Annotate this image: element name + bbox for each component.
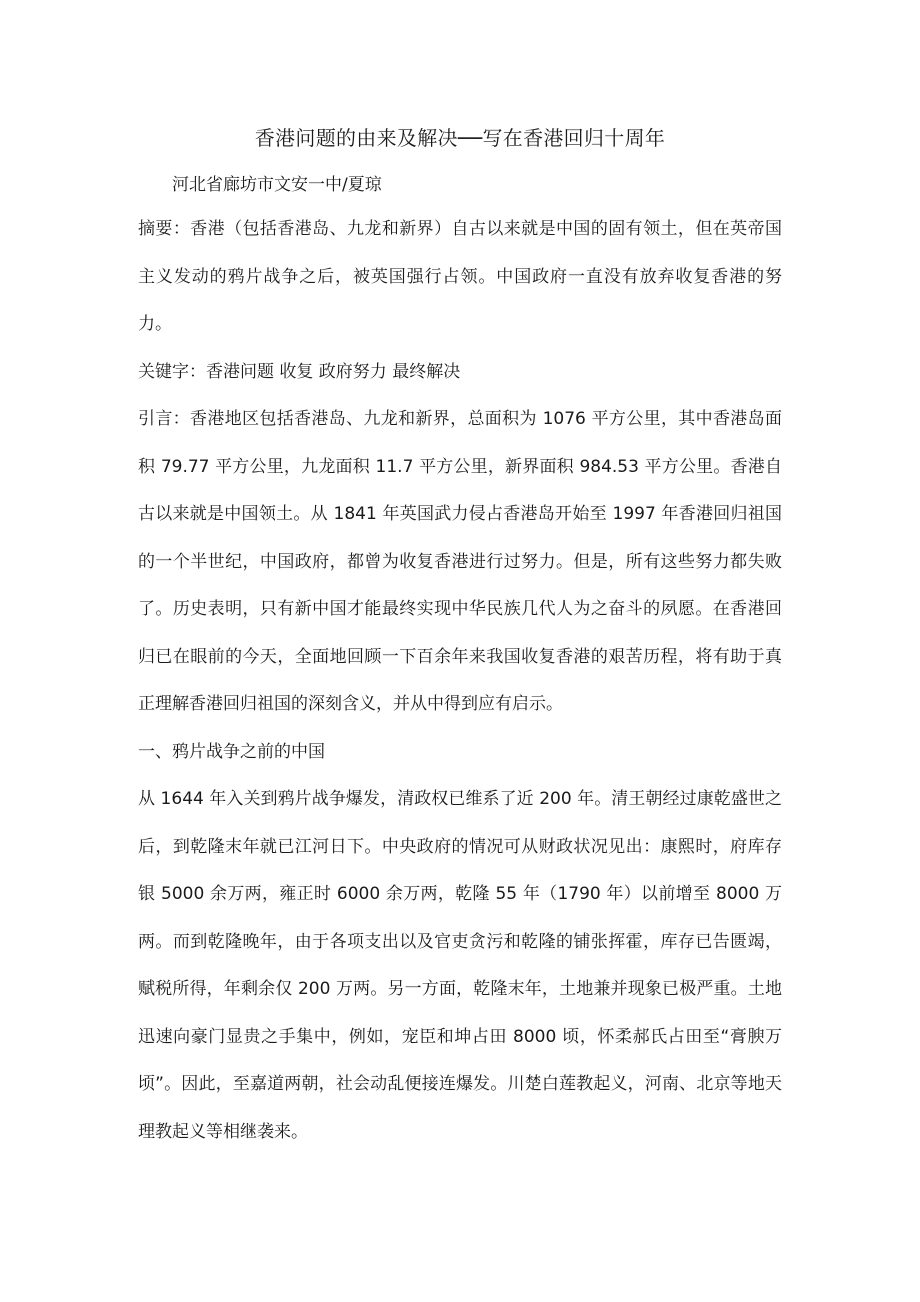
keywords-paragraph: 关键字：香港问题 收复 政府努力 最终解决 (138, 361, 461, 382)
document-body (138, 118, 782, 1156)
abstract-paragraph: 摘要：香港（包括香港岛、九龙和新界）自古以来就是中国的固有领土，但在英帝国主义发动的鸦片战争之后，被英国强行占领。中国政府一直没有放弃收复香港的努力。 (138, 219, 782, 334)
introduction-paragraph: 引言：香港地区包括香港岛、九龙和新界，总面积为 1076 平方公里，其中香港岛面积 79.77 平方公里，九龙面积 11.7 平方公里，新界面积 984.53 平方公里。香港自古以来就是中国领土。从 1841 年英国武力侵占香港岛开始至 1997 年香港回归祖国的一个半世纪，中国政府，都曾为收复香港进行过努力。但是，所有这些努力都失败了。历史表明，只有新中国才能最终实现中华民族几代人为之奋斗的夙愿。在香港回归已在眼前的今天，全面地回顾一下百余年来我国收复香港的艰苦历程，将有助于真正理解香港回归祖国的深刻含义，并从中得到应有启示。 (138, 409, 782, 714)
section-paragraph: 从 1644 年入关到鸦片战争爆发，清政权已维系了近 200 年。清王朝经过康乾盛世之后，到乾隆末年就已江河日下。中央政府的情况可从财政状况见出：康熙时，府库存银 5000 余万两，雍正时 6000 余万两，乾隆 55 年（1790 年）以前增至 8000 万两。而到乾隆晚年，由于各项支出以及官吏贪污和乾隆的铺张挥霍，库存已告匮竭，赋税所得，年剩余仅 200 万两。另一方面，乾隆末年，土地兼并现象已极严重。土地迅速向豪门显贵之手集中，例如，宠臣和坤占田 8000 顷，怀柔郝氏占田至“膏腴万顷”。因此，至嘉道两朝，社会动乱便接连爆发。川楚白莲教起义，河南、北京等地天理教起义等相继袭来。 (138, 789, 782, 1142)
document-title: 香港问题的由来及解决──写在香港回归十周年 (254, 126, 666, 150)
author-line: 河北省廊坊市文安一中/夏琼 (172, 175, 382, 195)
section-heading: 一、鸦片战争之前的中国 (138, 741, 325, 762)
